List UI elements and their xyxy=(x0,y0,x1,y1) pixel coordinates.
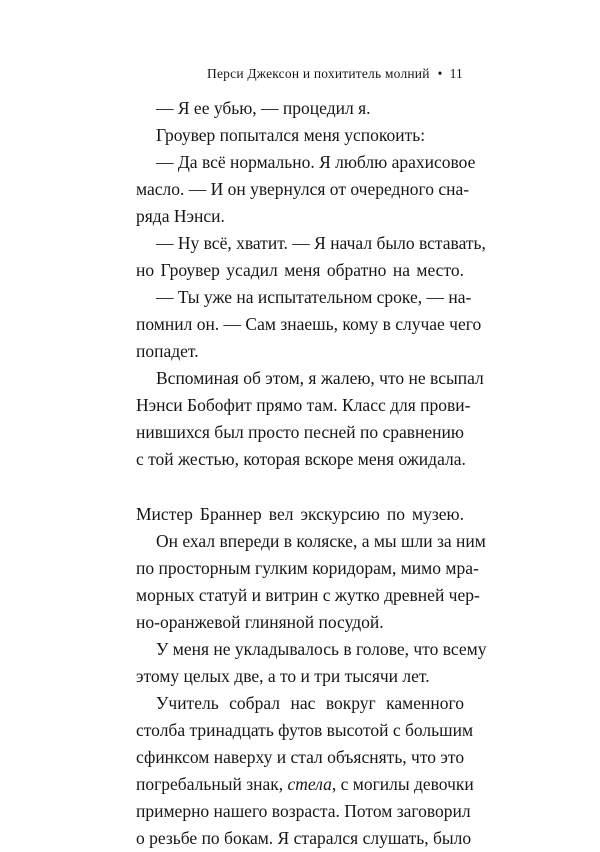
text-line: — Ну всё, хватит. — Я начал было вставать, xyxy=(156,233,486,253)
text-line: Учитель собрал нас вокруг каменного xyxy=(156,693,464,713)
text-line: о резьбе по бокам. Я старался слушать, было xyxy=(136,828,472,848)
section-break xyxy=(136,473,464,501)
text-line: — Да всё нормально. Я люблю арахисовое xyxy=(156,152,476,172)
text-line: — Ты уже на испытательном сроке, — на- xyxy=(156,287,472,307)
text-line: — Я ее убью, — процедил я. xyxy=(156,98,371,118)
bullet-separator: • xyxy=(437,66,443,81)
text-line: Мистер Браннер вел экскурсию по музею. xyxy=(136,504,464,524)
running-head xyxy=(207,66,463,82)
text-line: Нэнси Бобофит прямо там. Класс для прови- xyxy=(136,395,471,415)
book-title: Перси Джексон и похититель молний xyxy=(207,66,430,81)
text-line: по просторным гулким коридорам, мимо мра- xyxy=(136,558,479,578)
text-line: примерно нашего возраста. Потом заговорил xyxy=(136,801,471,821)
text-line: столба тринадцать футов высотой с большим xyxy=(136,720,474,740)
text-line xyxy=(136,771,474,798)
text-line: Гроувер попытался меня успокоить: xyxy=(156,125,426,145)
text-line: морных статуй и витрин с жутко древней чер- xyxy=(136,585,480,605)
text-line: Он ехал впереди в коляске, а мы шли за ним xyxy=(156,531,486,551)
book-text xyxy=(136,95,487,852)
text-line: помнил он. — Сам знаешь, кому в случае чего xyxy=(136,314,482,334)
italic-term: стела xyxy=(287,774,332,794)
text-line: но Гроувер усадил меня обратно на место. xyxy=(136,260,464,280)
text-line: масло. — И он увернулся от очередного сна- xyxy=(136,179,470,199)
text-line: нившихся был просто песней по сравнению xyxy=(136,422,464,442)
text-line: попадет. xyxy=(136,341,199,361)
text-run: , с могилы девочки xyxy=(331,774,474,794)
page-number: 11 xyxy=(449,66,463,81)
text-line: Вспоминая об этом, я жалею, что не всыпал xyxy=(156,368,484,388)
text-line: этому целых две, а то и три тысячи лет. xyxy=(136,666,430,686)
text-line: ряда Нэнси. xyxy=(136,206,225,226)
text-line: У меня не укладывалось в голове, что всему xyxy=(156,639,487,659)
text-line: с той жестью, которая вскоре меня ожидала. xyxy=(136,449,466,469)
text-line: но-оранжевой глиняной посудой. xyxy=(136,612,384,632)
text-run: погребальный знак, xyxy=(136,774,288,794)
text-line: сфинксом наверху и стал объяснять, что это xyxy=(136,747,465,767)
